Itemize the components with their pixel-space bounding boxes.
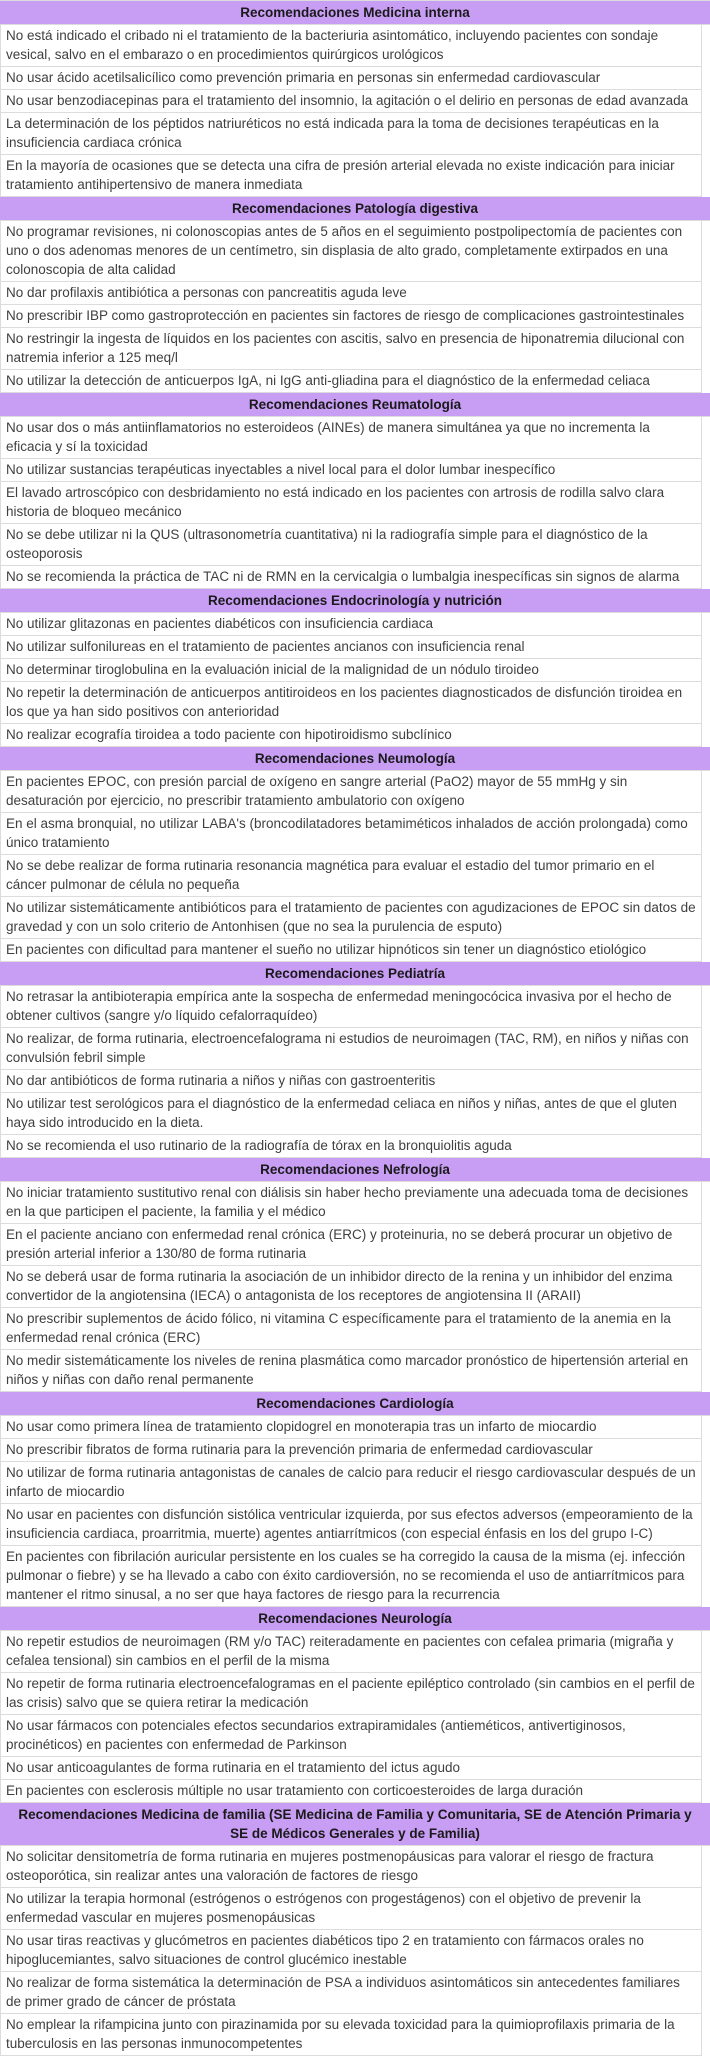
recommendation-row: No se debe realizar de forma rutinaria resonancia magnética para evaluar el estadio del tumor primario en el cáncer pulmonar de célula no pequeña [0,855,702,897]
section-header: Recomendaciones Nefrología [0,1158,710,1182]
recommendation-row: No se recomienda el uso rutinario de la radiografía de tórax en la bronquiolitis aguda [0,1135,702,1158]
section-header: Recomendaciones Neurología [0,1607,710,1631]
recommendation-row: No usar dos o más antiinflamatorios no esteroideos (AINEs) de manera simultánea ya que no incrementa la eficacia y sí la toxicidad [0,417,702,459]
specialty-section [0,589,710,747]
recommendation-row: No usar en pacientes con disfunción sistólica ventricular izquierda, por sus efectos adversos (empeoramiento de la insuficiencia cardiaca, proarritmia, muerte) agentes antiarrítmicos (con especial énfasis en los del grupo I-C) [0,1504,702,1546]
recommendation-row: En pacientes EPOC, con presión parcial de oxígeno en sangre arterial (PaO2) mayor de 55 mmHg y sin desaturación por ejercicio, no prescribir tratamiento ambulatorio con oxígeno [0,771,702,813]
recommendation-row: No determinar tiroglobulina en la evaluación inicial de la malignidad de un nódulo tiroideo [0,659,702,682]
recommendation-row: No realizar ecografía tiroidea a todo paciente con hipotiroidismo subclínico [0,724,702,747]
recommendation-row: En la mayoría de ocasiones que se detecta una cifra de presión arterial elevada no existe indicación para iniciar tratamiento antihipertensivo de manera inmediata [0,155,702,197]
specialty-section [0,1158,710,1392]
recommendation-row: No retrasar la antibioterapia empírica ante la sospecha de enfermedad meningocócica invasiva por el hecho de obtener cultivos (sangre y/o líquido cefalorraquídeo) [0,986,702,1028]
specialty-section [0,197,710,393]
recommendation-row: No usar ácido acetilsalicílico como prevención primaria en personas sin enfermedad cardiovascular [0,67,702,90]
recommendation-row: No prescribir IBP como gastroprotección en pacientes sin factores de riesgo de complicaciones gastrointestinales [0,305,702,328]
specialty-section [0,1803,710,2056]
recommendation-row: No utilizar test serológicos para el diagnóstico de la enfermedad celiaca en niños y niñas, antes de que el gluten haya sido introducido en la dieta. [0,1093,702,1135]
recommendation-row: No dar profilaxis antibiótica a personas con pancreatitis aguda leve [0,282,702,305]
specialty-section [0,1607,710,1803]
recommendation-row: No usar como primera línea de tratamiento clopidogrel en monoterapia tras un infarto de miocardio [0,1416,702,1439]
recommendation-row: No programar revisiones, ni colonoscopias antes de 5 años en el seguimiento postpolipectomía de pacientes con uno o dos adenomas menores de un centímetro, sin displasia de alto grado, completamente extirpados en una colonoscopia de alta calidad [0,221,702,282]
recommendation-row: No prescribir fibratos de forma rutinaria para la prevención primaria de enfermedad cardiovascular [0,1439,702,1462]
recommendation-row: No solicitar densitometría de forma rutinaria en mujeres postmenopáusicas para valorar el riesgo de fractura osteoporótica, sin realizar antes una valoración de factores de riesgo [0,1846,702,1888]
section-header: Recomendaciones Medicina interna [0,1,710,25]
recommendation-row: No repetir la determinación de anticuerpos antitiroideos en los pacientes diagnosticados de disfunción tiroidea en los que ya han sido positivos con anterioridad [0,682,702,724]
recommendation-row: No restringir la ingesta de líquidos en los pacientes con ascitis, salvo en presencia de hiponatremia dilucional con natremia inferior a 125 meq/l [0,328,702,370]
recommendation-row: No repetir estudios de neuroimagen (RM y/o TAC) reiteradamente en pacientes con cefalea primaria (migraña y cefalea tensional) sin cambios en el perfil de la misma [0,1631,702,1673]
recommendation-row: No prescribir suplementos de ácido fólico, ni vitamina C específicamente para el tratamiento de la anemia en la enfermedad renal crónica (ERC) [0,1308,702,1350]
section-header: Recomendaciones Cardiología [0,1392,710,1416]
recommendation-row: No utilizar sistemáticamente antibióticos para el tratamiento de pacientes con agudizaciones de EPOC sin datos de gravedad y con un solo criterio de Antonhisen (que no sea la purulencia de esputo) [0,897,702,939]
recommendation-row: No se recomienda la práctica de TAC ni de RMN en la cervicalgia o lumbalgia inespecíficas sin signos de alarma [0,566,702,589]
section-header: Recomendaciones Endocrinología y nutrición [0,589,710,613]
recommendation-row: No utilizar glitazonas en pacientes diabéticos con insuficiencia cardiaca [0,613,702,636]
specialty-section [0,747,710,962]
recommendation-row: No utilizar de forma rutinaria antagonistas de canales de calcio para reducir el riesgo cardiovascular después de un infarto de miocardio [0,1462,702,1504]
recommendation-row: No usar benzodiacepinas para el tratamiento del insomnio, la agitación o el delirio en personas de edad avanzada [0,90,702,113]
recommendation-row: No iniciar tratamiento sustitutivo renal con diálisis sin haber hecho previamente una adecuada toma de decisiones en la que participen el paciente, la familia y el médico [0,1182,702,1224]
section-header: Recomendaciones Pediatría [0,962,710,986]
section-header: Recomendaciones Medicina de familia (SE Medicina de Familia y Comunitaria, SE de Atención Primaria y SE de Médicos Generales y de Familia) [0,1803,710,1846]
recommendation-row: No se debe utilizar ni la QUS (ultrasonometría cuantitativa) ni la radiografía simple para el diagnóstico de la osteoporosis [0,524,702,566]
recommendation-row: No se deberá usar de forma rutinaria la asociación de un inhibidor directo de la renina y un inhibidor del enzima convertidor de la angiotensina (IECA) o antagonista de los receptores de angiotensina II (ARAII) [0,1266,702,1308]
specialty-section [0,962,710,1158]
recommendation-row: No utilizar sulfonilureas en el tratamiento de pacientes ancianos con insuficiencia renal [0,636,702,659]
recommendation-row: En el paciente anciano con enfermedad renal crónica (ERC) y proteinuria, no se deberá procurar un objetivo de presión arterial inferior a 130/80 de forma rutinaria [0,1224,702,1266]
recommendation-row: En pacientes con fibrilación auricular persistente en los cuales se ha corregido la causa de la misma (ej. infección pulmonar o fiebre) y se ha llevado a cabo con éxito cardioversión, no se recomienda el uso de antiarrítmicos para mantener el ritmo sinusal, a no ser que haya factores de riesgo para la recurrencia [0,1546,702,1607]
specialty-section [0,1392,710,1607]
recommendation-row: No usar tiras reactivas y glucómetros en pacientes diabéticos tipo 2 en tratamiento con fármacos orales no hipoglucemiantes, salvo situaciones de control glucémico inestable [0,1930,702,1972]
recommendation-row: La determinación de los péptidos natriuréticos no está indicada para la toma de decisiones terapéuticas en la insuficiencia cardiaca crónica [0,113,702,155]
recommendation-row: No dar antibióticos de forma rutinaria a niños y niñas con gastroenteritis [0,1070,702,1093]
section-header: Recomendaciones Reumatología [0,393,710,417]
specialty-section [0,1,710,197]
recommendation-row: No utilizar la detección de anticuerpos IgA, ni IgG anti-gliadina para el diagnóstico de la enfermedad celiaca [0,370,702,393]
recommendation-row: En pacientes con dificultad para mantener el sueño no utilizar hipnóticos sin tener un diagnóstico etiológico [0,939,702,962]
recommendation-row: No realizar de forma sistemática la determinación de PSA a individuos asintomáticos sin antecedentes familiares de primer grado de cáncer de próstata [0,1972,702,2014]
recommendation-row: No medir sistemáticamente los niveles de renina plasmática como marcador pronóstico de hipertensión arterial en niños y niñas con daño renal permanente [0,1350,702,1392]
recommendation-row: No utilizar la terapia hormonal (estrógenos o estrógenos con progestágenos) con el objetivo de prevenir la enfermedad vascular en mujeres posmenopáusicas [0,1888,702,1930]
recommendation-row: No usar fármacos con potenciales efectos secundarios extrapiramidales (antieméticos, antivertiginosos, procinéticos) en pacientes con enfermedad de Parkinson [0,1715,702,1757]
recommendation-row: No está indicado el cribado ni el tratamiento de la bacteriuria asintomático, incluyendo pacientes con sondaje vesical, salvo en el embarazo o en procedimientos quirúrgicos urológicos [0,25,702,67]
recommendation-row: No repetir de forma rutinaria electroencefalogramas en el paciente epiléptico controlado (sin cambios en el perfil de las crisis) salvo que se quiera retirar la medicación [0,1673,702,1715]
specialty-section [0,393,710,589]
recommendation-row: No usar anticoagulantes de forma rutinaria en el tratamiento del ictus agudo [0,1757,702,1780]
recommendation-row: En el asma bronquial, no utilizar LABA's (broncodilatadores betamiméticos inhalados de acción prolongada) como único tratamiento [0,813,702,855]
recommendation-row: En pacientes con esclerosis múltiple no usar tratamiento con corticoesteroides de larga duración [0,1780,702,1803]
recommendation-row: El lavado artroscópico con desbridamiento no está indicado en los pacientes con artrosis de rodilla salvo clara historia de bloqueo mecánico [0,482,702,524]
recommendation-row: No realizar, de forma rutinaria, electroencefalograma ni estudios de neuroimagen (TAC, RM), en niños y niñas con convulsión febril simple [0,1028,702,1070]
section-header: Recomendaciones Patología digestiva [0,197,710,221]
section-header: Recomendaciones Neumología [0,747,710,771]
recommendation-row: No utilizar sustancias terapéuticas inyectables a nivel local para el dolor lumbar inespecífico [0,459,702,482]
recommendation-row: No emplear la rifampicina junto con pirazinamida por su elevada toxicidad para la quimioprofilaxis primaria de la tuberculosis en las personas inmunocompetentes [0,2014,702,2056]
